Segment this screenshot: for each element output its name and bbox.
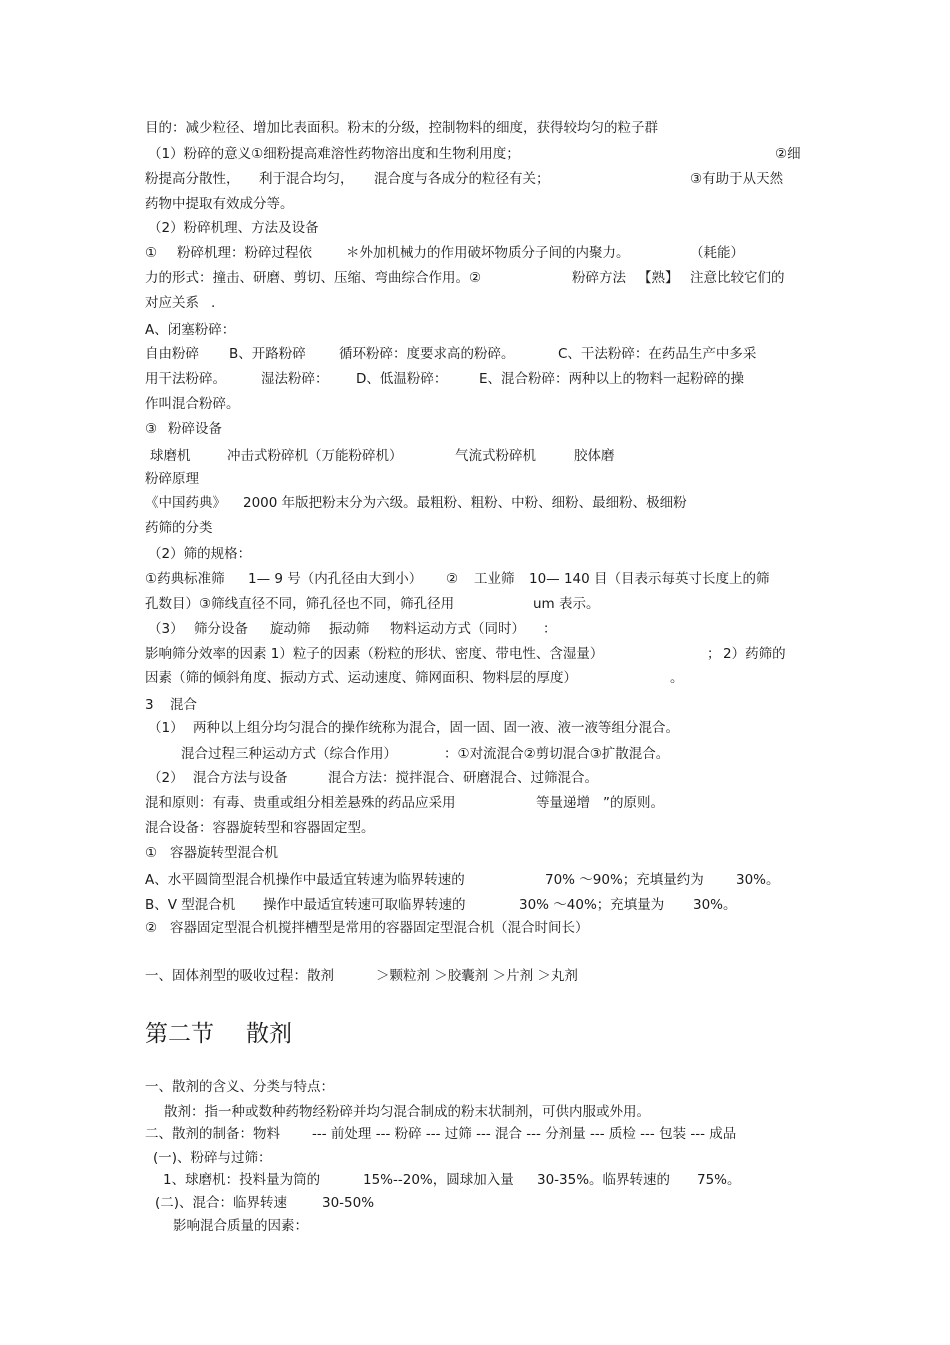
text-line: ①药典标准筛 xyxy=(145,571,225,587)
text-line: 影响混合质量的因素： xyxy=(173,1218,308,1234)
text-line: 振动筛 xyxy=(329,621,370,637)
text-line: 粉碎机理：粉碎过程依 xyxy=(177,245,312,261)
text-line: 30%。 xyxy=(693,897,737,913)
text-line: （2） xyxy=(148,770,184,786)
text-line: 粉碎设备 xyxy=(168,421,222,437)
text-line: 旋动筛 xyxy=(270,621,311,637)
text-line: ① xyxy=(145,245,158,261)
text-line: 注意比较它们的 xyxy=(690,270,785,286)
text-line: --- 前处理 --- 粉碎 --- 过筛 --- 混合 --- 分剂量 --- 质检 --- 包装 --- 成品 xyxy=(312,1126,737,1142)
text-line: 混合度与各成分的粒径有关； xyxy=(374,171,550,187)
text-line: 目的：减少粒径、增加比表面积。粉末的分级，控制物料的细度，获得较均匀的粒子群 xyxy=(145,120,658,136)
text-line: ③有助于从天然 xyxy=(690,171,784,187)
text-line: ： xyxy=(543,621,557,637)
text-line: 2）药筛的 xyxy=(723,646,786,662)
text-line: ② xyxy=(446,571,459,587)
text-line: 操作中最适宜转速可取临界转速的 xyxy=(263,897,466,913)
text-line: 容器固定型混合机搅拌槽型是常用的容器固定型混合机（混合时间长） xyxy=(170,920,589,936)
text-line: D、低温粉碎： xyxy=(356,371,448,387)
text-line: 影响筛分效率的因素 1）粒子的因素（粉粒的形状、密度、带电性、含湿量） xyxy=(145,646,604,662)
text-line: 容器旋转型混合机 xyxy=(170,845,278,861)
text-line: 用干法粉碎。 xyxy=(145,371,226,387)
text-line: 70% ～90%；充填量约为 xyxy=(545,872,704,888)
text-line: 孔数目）③筛线直径不同，筛孔径也不同，筛孔径用 xyxy=(145,596,455,612)
text-line: 【熟】 xyxy=(638,270,679,286)
text-line: 《中国药典》 xyxy=(145,495,226,511)
text-line: A、闭塞粉碎： xyxy=(145,322,236,338)
text-line: 一、固体剂型的吸收过程：散剂 xyxy=(145,968,334,984)
text-line: A、水平圆筒型混合机操作中最适宜转速为临界转速的 xyxy=(145,872,465,888)
text-line: 混合 xyxy=(170,697,197,713)
text-line: 粉提高分散性， xyxy=(145,171,240,187)
text-line: 混合方法与设备 xyxy=(193,770,288,786)
text-line: 2000 年版把粉末分为六级。最粗粉、粗粉、中粉、细粉、最细粉、极细粉 xyxy=(243,495,687,511)
text-line: 二、散剂的制备：物料 xyxy=(145,1126,280,1142)
text-line: ：①对流混合②剪切混合③扩散混合。 xyxy=(444,746,670,762)
text-line: 1、球磨机：投料量为筒的 xyxy=(163,1172,321,1188)
text-line: 混合过程三种运动方式（综合作用） xyxy=(181,746,397,762)
text-line: 75%。 xyxy=(697,1172,741,1188)
text-line: 。 xyxy=(670,670,684,686)
text-line: 30-50% xyxy=(322,1195,375,1211)
text-line: ； xyxy=(707,646,721,662)
text-line: 两种以上组分均匀混合的操作统称为混合，固一固、固一液、液一液等组分混合。 xyxy=(193,720,679,736)
text-line: 循环粉碎：度要求高的粉碎。 xyxy=(339,346,515,362)
text-line: E、混合粉碎：两种以上的物料一起粉碎的操 xyxy=(479,371,745,387)
text-line: （2）筛的规格： xyxy=(148,546,252,562)
text-line: (二)、混合：临界转速 xyxy=(155,1195,288,1211)
text-line: C、干法粉碎：在药品生产中多采 xyxy=(558,346,757,362)
text-line: 自由粉碎 xyxy=(145,346,199,362)
text-line: 力的形式：撞击、研磨、剪切、压缩、弯曲综合作用。② xyxy=(145,270,482,286)
text-line: 湿法粉碎： xyxy=(261,371,329,387)
text-line: ＞颗粒剂 ＞胶囊剂 ＞片剂 ＞丸剂 xyxy=(376,968,578,984)
text-line: ② xyxy=(145,920,158,936)
text-line: 粉碎方法 xyxy=(572,270,626,286)
text-line: 冲击式粉碎机（万能粉碎机） xyxy=(227,448,403,464)
text-line: 筛分设备 xyxy=(194,621,248,637)
text-line: 3 xyxy=(145,697,154,713)
text-line: 1— 9 号（内孔径由大到小） xyxy=(248,571,423,587)
text-line: 混合设备：容器旋转型和容器固定型。 xyxy=(145,820,375,836)
text-line: 混和原则：有毒、贵重或组分相差悬殊的药品应采用 xyxy=(145,795,456,811)
text-line: 作叫混合粉碎。 xyxy=(145,396,240,412)
text-line: 因素（筛的倾斜角度、振动方式、运动速度、筛网面积、物料层的厚度） xyxy=(145,670,577,686)
text-line: （耗能） xyxy=(690,245,744,261)
text-line: . xyxy=(211,295,216,311)
text-line: 物料运动方式（同时） xyxy=(390,621,525,637)
text-line: 散剂：指一种或数种药物经粉碎并均匀混合制成的粉末状制剂，可供内服或外用。 xyxy=(164,1104,650,1120)
text-line: （1） xyxy=(148,720,184,736)
text-line: 粉碎原理 xyxy=(145,471,199,487)
text-line: 球磨机 xyxy=(150,448,191,464)
text-line: um 表示。 xyxy=(533,596,600,612)
section-heading: 散剂 xyxy=(246,1021,292,1047)
text-line: 工业筛 xyxy=(474,571,515,587)
text-line: B、开路粉碎 xyxy=(229,346,306,362)
text-line: 30-35%。临界转速的 xyxy=(537,1172,671,1188)
text-line: ＊外加机械力的作用破坏物质分子间的内聚力。 xyxy=(346,245,630,261)
text-line: (一)、粉碎与过筛： xyxy=(153,1150,272,1166)
text-line: （3） xyxy=(148,621,184,637)
text-line: 胶体磨 xyxy=(574,448,615,464)
text-line: 10— 140 目（目表示每英寸长度上的筛 xyxy=(529,571,770,587)
text-line: 30%。 xyxy=(736,872,780,888)
text-line: ① xyxy=(145,845,158,861)
text-line: 等量递增 xyxy=(536,795,590,811)
text-line: 一、散剂的含义、分类与特点： xyxy=(145,1079,334,1095)
text-line: ③ xyxy=(145,421,158,437)
text-line: 药筛的分类 xyxy=(145,520,213,536)
text-line: 30% ～40%；充填量为 xyxy=(519,897,665,913)
text-line: 混合方法：搅拌混合、研磨混合、过筛混合。 xyxy=(328,770,598,786)
text-line: （1）粉碎的意义①细粉提高难溶性药物溶出度和生物利用度； xyxy=(148,146,520,162)
text-line: 对应关系 xyxy=(145,295,199,311)
text-line: ②细 xyxy=(775,146,801,162)
text-line: 利于混合均匀， xyxy=(259,171,354,187)
text-line: 15%--20%，圆球加入量 xyxy=(363,1172,514,1188)
text-line: （2）粉碎机理、方法及设备 xyxy=(148,220,319,236)
text-line: 气流式粉碎机 xyxy=(455,448,536,464)
text-line: 药物中提取有效成分等。 xyxy=(145,196,294,212)
text-line: B、V 型混合机 xyxy=(145,897,236,913)
text-line: ”的原则。 xyxy=(603,795,664,811)
section-heading: 第二节 xyxy=(145,1021,214,1047)
